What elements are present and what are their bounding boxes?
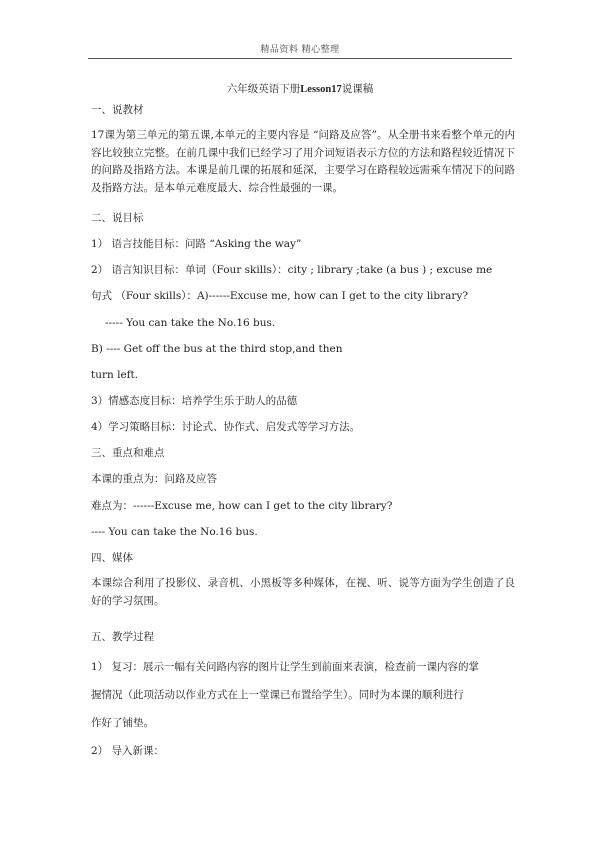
- difficult-point-reply: ---- You can take the No.16 bus.: [91, 526, 258, 538]
- section-4-heading: 四、媒体: [91, 552, 133, 564]
- sentence-pattern-a: 句式 （Four skills）：A)------Excuse me, how can I get to the city library?: [91, 290, 468, 302]
- sentence-pattern-b: B) ---- Get off the bus at the third stop,and then: [91, 343, 343, 355]
- key-point: 本课的重点为：问路及应答: [91, 473, 217, 485]
- sentence-pattern-a-reply: ----- You can take the No.16 bus.: [105, 317, 276, 329]
- objective-4: 4）学习策略目标：讨论式、协作式、启发式等学习方法。: [91, 421, 361, 433]
- objective-1: 1） 语言技能目标：问路 “Asking the way”: [91, 238, 302, 250]
- difficult-point: 难点为：------Excuse me, how can I get to the city library?: [91, 500, 393, 512]
- page-header: 精品资料 精心整理: [260, 45, 340, 55]
- section-1-paragraph: 17课为第三单元的第五课,本单元的主要内容是 “问路及应答”。从全册书来看整个单元的内容比较独立完整。在前几课中我们已经学习了用介词短语表示方位的方法和路程较近情况下的问路及指路方法。本课是前几课的拓展和延深，主要学习在路程较远需乘车情况下的问路及指路方法。是本单元难度最大、综合性最强的一课。: [91, 129, 515, 194]
- header-divider: [88, 58, 512, 59]
- process-step-1-line-3: 作好了铺垫。: [91, 717, 154, 729]
- section-1-heading: 一、说教材: [91, 104, 144, 116]
- objective-3: 3）情感态度目标：培养学生乐于助人的品德: [91, 395, 298, 407]
- title-lesson: Lesson17: [300, 84, 342, 95]
- title-prefix: 六年级英语下册: [226, 83, 301, 95]
- section-2-heading: 二、说目标: [91, 212, 144, 224]
- section-5-heading: 五、教学过程: [91, 631, 154, 643]
- section-4-paragraph: 本课综合利用了投影仪、录音机、小黑板等多种媒体，在视、听、说等方面为学生创造了良好的学习氛围。: [91, 577, 515, 607]
- process-step-1-line-1: 1） 复习：展示一幅有关问路内容的图片让学生到前面来表演，检查前一课内容的掌: [91, 661, 480, 673]
- document-title: [0, 82, 600, 97]
- objective-2: 2） 语言知识目标：单词（Four skills）：city ; library ;take (a bus ) ; excuse me: [91, 264, 493, 276]
- section-3-heading: 三、重点和难点: [91, 447, 165, 459]
- sentence-pattern-b-continued: turn left.: [91, 369, 139, 381]
- process-step-1-line-2: 握情况（此项活动以作业方式在上一堂课已布置给学生）。同时为本课的顺利进行: [91, 689, 464, 701]
- process-step-2: 2） 导入新课：: [91, 745, 165, 757]
- title-suffix: 说课稿: [341, 83, 374, 95]
